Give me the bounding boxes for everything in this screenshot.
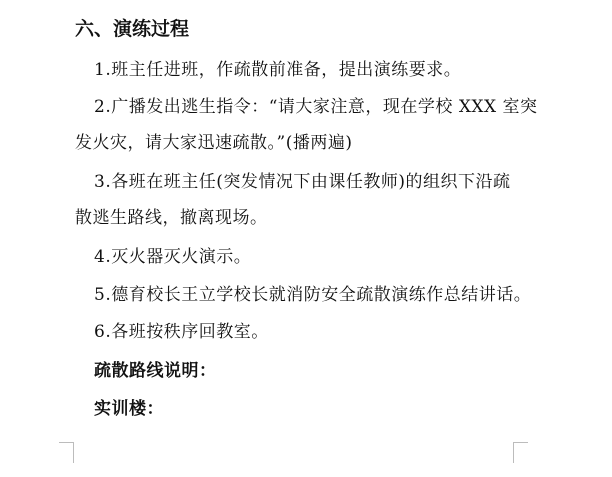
step-6-text: 6.各班按秩序回教室。 bbox=[94, 322, 269, 342]
building-label: 实训楼： bbox=[94, 399, 164, 419]
page-margin-corner-left bbox=[59, 442, 74, 463]
step-1-text: 1.班主任进班，作疏散前准备，提出演练要求。 bbox=[94, 60, 462, 80]
step-2-text-line-1: 2.广播发出逃生指令：“请大家注意，现在学校 XXX 室突 bbox=[94, 97, 538, 117]
route-description-title: 疏散路线说明： bbox=[94, 361, 217, 381]
section-heading: 六、演练过程 bbox=[75, 18, 190, 40]
page-margin-corner-right bbox=[513, 442, 528, 463]
step-5-text: 5.德育校长王立学校长就消防安全疏散演练作总结讲话。 bbox=[94, 285, 532, 305]
step-4-text: 4.灭火器灭火演示。 bbox=[94, 247, 252, 267]
step-2-text-line-2: 发火灾，请大家迅速疏散。”(播两遍) bbox=[75, 133, 353, 153]
step-3-text-line-2: 散逃生路线，撤离现场。 bbox=[75, 208, 268, 228]
step-3-text-line-1: 3.各班在班主任(突发情况下由课任教师)的组织下沿疏 bbox=[94, 172, 511, 192]
